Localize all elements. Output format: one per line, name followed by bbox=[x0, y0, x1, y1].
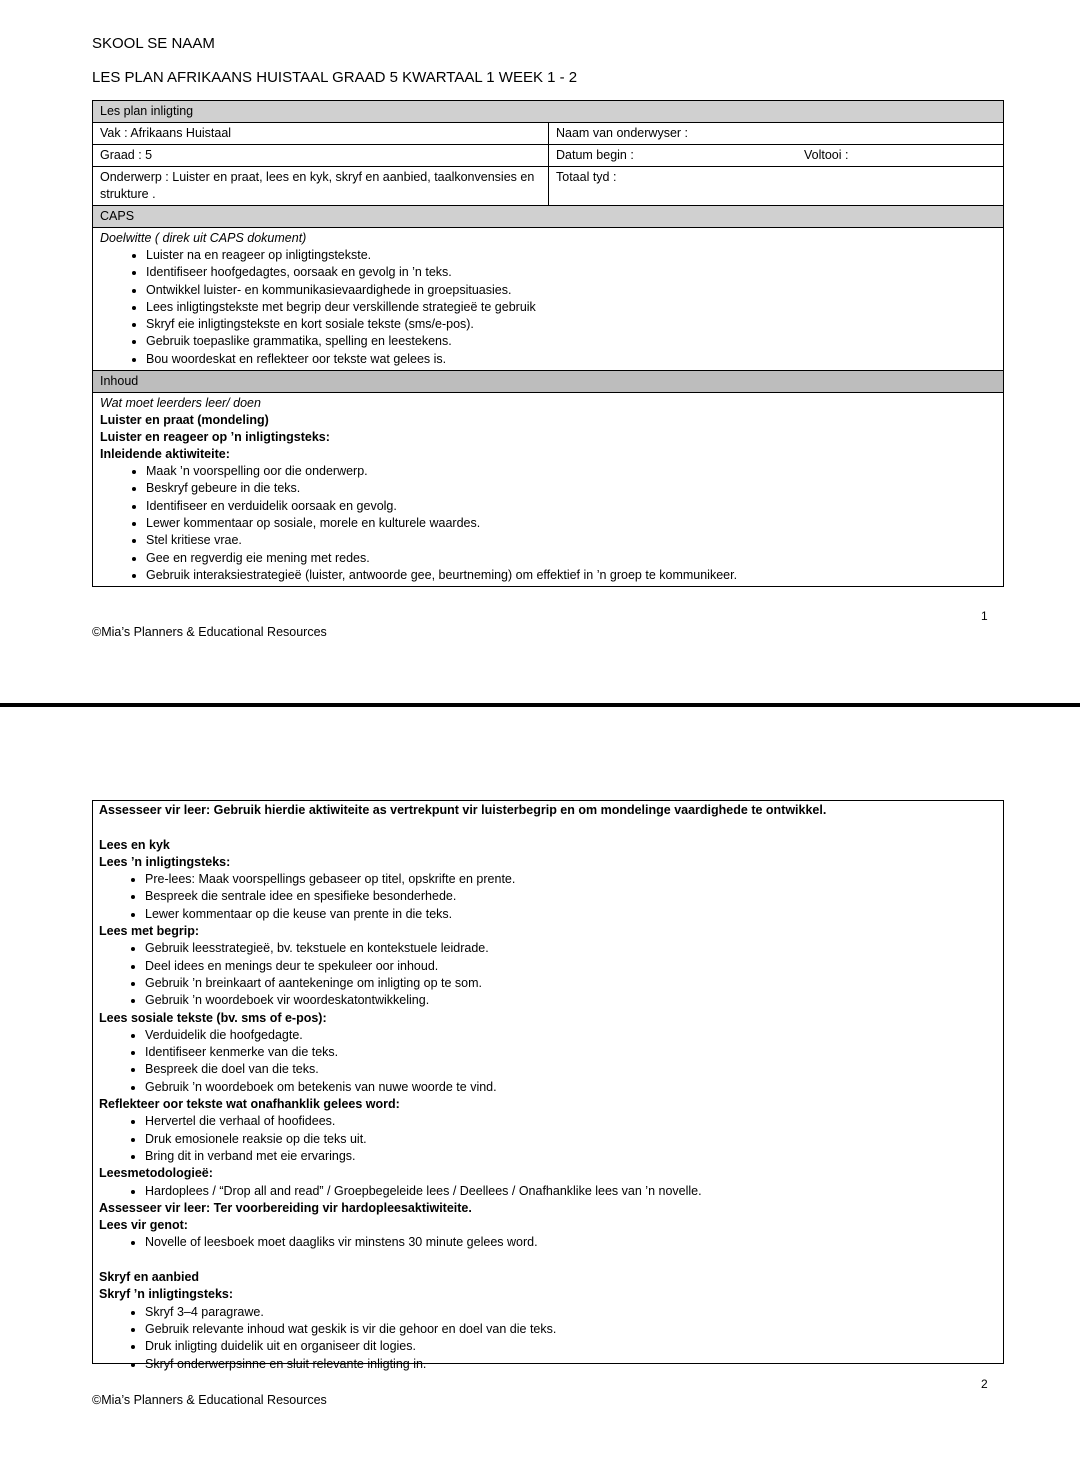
list-item: • Skryf eie inligtingstekste en kort sosiale tekste (sms/e-pos). bbox=[146, 316, 996, 333]
activities-list bbox=[100, 463, 996, 584]
list-item: • Identifiseer en verduidelik oorsaak en gevolg. bbox=[146, 498, 996, 515]
section-heading: Skryf en aanbied bbox=[99, 1270, 200, 1285]
write-info-list bbox=[99, 1304, 997, 1373]
goals-intro: Doelwitte ( direk uit CAPS dokument) bbox=[100, 231, 307, 245]
list-item: • Maak ’n voorspelling oor die onderwerp. bbox=[146, 463, 996, 480]
section-heading: Luister en praat (mondeling) bbox=[100, 413, 269, 428]
list-item: • Ontwikkel luister- en kommunikasievaardighede in groepsituasies. bbox=[146, 282, 996, 299]
list-item: • Skryf 3–4 paragrawe. bbox=[145, 1304, 997, 1321]
list-item: • Skryf onderwerpsinne en sluit relevante inligting in. bbox=[145, 1356, 997, 1373]
list-item: • Lewer kommentaar op die keuse van prente in die teks. bbox=[145, 906, 997, 923]
assessment-note: Assesseer vir leer: Gebruik hierdie aktiwiteite as vertrekpunt vir luisterbegrip en om mondelinge vaardighede te ontwikkel. bbox=[99, 803, 827, 817]
list-item: • Stel kritiese vrae. bbox=[146, 532, 996, 549]
list-item: • Novelle of leesboek moet daagliks vir minstens 30 minute gelees word. bbox=[145, 1234, 997, 1251]
list-item: • Bespreek die doel van die teks. bbox=[145, 1061, 997, 1078]
list-item: • Bespreek die sentrale idee en spesifieke besonderhede. bbox=[145, 888, 997, 905]
section-heading: Lees met begrip: bbox=[99, 924, 200, 939]
page-number: 2 bbox=[981, 1377, 988, 1391]
list-item: • Druk inligting duidelik uit en organiseer dit logies. bbox=[145, 1338, 997, 1355]
section-heading: Lees ’n inligtingsteks: bbox=[99, 854, 231, 869]
caps-header: CAPS bbox=[93, 206, 1004, 228]
reflect-list bbox=[99, 1113, 997, 1165]
content-intro: Wat moet leerders leer/ doen bbox=[100, 396, 261, 411]
goals-cell bbox=[93, 228, 1004, 371]
school-name: SKOOL SE NAAM bbox=[92, 35, 215, 52]
list-item: • Pre-lees: Maak voorspellings gebaseer op titel, opskrifte en prente. bbox=[145, 871, 997, 888]
read-info-list bbox=[99, 871, 997, 923]
list-item: • Gebruik toepaslike grammatika, spelling en leestekens. bbox=[146, 333, 996, 350]
grade-cell: Graad : 5 bbox=[93, 145, 549, 167]
subject-cell: Vak : Afrikaans Huistaal bbox=[93, 123, 549, 145]
list-item: • Beskryf gebeure in die teks. bbox=[146, 480, 996, 497]
goals-list bbox=[100, 247, 996, 368]
pleasure-list bbox=[99, 1234, 997, 1251]
topic-cell: Onderwerp : Luister en praat, lees en kyk, skryf en aanbied, taalkonvensies en strukture . bbox=[93, 167, 549, 206]
comprehension-list bbox=[99, 940, 997, 1009]
date-start-label: Datum begin : bbox=[556, 148, 634, 162]
list-item: • Lees inligtingstekste met begrip deur verskillende strategieë te gebruik bbox=[146, 299, 996, 316]
lesson-plan-table bbox=[92, 100, 1004, 587]
list-item: • Gee en regverdig eie mening met redes. bbox=[146, 550, 996, 567]
footer: ©Mia’s Planners & Educational Resources bbox=[92, 625, 327, 639]
footer: ©Mia’s Planners & Educational Resources bbox=[92, 1393, 327, 1407]
list-item: • Identifiseer hoofgedagtes, oorsaak en gevolg in ’n teks. bbox=[146, 264, 996, 281]
date-cell bbox=[549, 145, 1004, 167]
social-texts-list bbox=[99, 1027, 997, 1096]
section-heading: Luister en reageer op ’n inligtingsteks: bbox=[100, 430, 330, 445]
date-end-label: Voltooi : bbox=[804, 148, 849, 162]
section-heading: Lees vir genot: bbox=[99, 1218, 188, 1233]
list-item: • Gebruik interaksiestrategieë (luister, antwoorde gee, beurtneming) om effektief in ’n groep te kommunikeer. bbox=[146, 567, 996, 584]
lesson-title: LES PLAN AFRIKAANS HUISTAAL GRAAD 5 KWARTAAL 1 WEEK 1 - 2 bbox=[92, 69, 578, 86]
section-heading: Skryf ’n inligtingsteks: bbox=[99, 1287, 234, 1302]
list-item: • Druk emosionele reaksie op die teks uit. bbox=[145, 1131, 997, 1148]
list-item: • Gebruik leesstrategieë, bv. tekstuele en kontekstuele leidrade. bbox=[145, 940, 997, 957]
list-item: • Gebruik ’n woordeboek om betekenis van nuwe woorde te vind. bbox=[145, 1079, 997, 1096]
section-heading: Reflekteer oor tekste wat onafhanklik gelees word: bbox=[99, 1097, 400, 1112]
list-item: • Deel idees en menings deur te spekuleer oor inhoud. bbox=[145, 958, 997, 975]
list-item: • Gebruik ’n breinkaart of aantekeninge om inligting op te som. bbox=[145, 975, 997, 992]
list-item: • Gebruik ’n woordeboek vir woordeskatontwikkeling. bbox=[145, 992, 997, 1009]
page2-content-box bbox=[92, 800, 1004, 1371]
content-cell bbox=[93, 393, 1004, 587]
section-heading: Leesmetodologieë: bbox=[99, 1166, 213, 1181]
section-heading: Lees en kyk bbox=[99, 837, 170, 852]
list-item: • Hardoplees / “Drop all and read” / Groepbegeleide lees / Deellees / Onafhanklike lees van ’n novelle. bbox=[145, 1183, 997, 1200]
list-item: • Identifiseer kenmerke van die teks. bbox=[145, 1044, 997, 1061]
list-item: • Gebruik relevante inhoud wat geskik is vir die gehoor en doel van die teks. bbox=[145, 1321, 997, 1338]
total-time-cell: Totaal tyd : bbox=[549, 167, 1004, 206]
list-item: • Hervertel die verhaal of hoofidees. bbox=[145, 1113, 997, 1130]
content-header: Inhoud bbox=[93, 371, 1004, 393]
section-heading: Lees sosiale tekste (bv. sms of e-pos): bbox=[99, 1010, 327, 1025]
list-item: • Luister na en reageer op inligtingstekste. bbox=[146, 247, 996, 264]
info-header: Les plan inligting bbox=[93, 101, 1004, 123]
teacher-cell: Naam van onderwyser : bbox=[549, 123, 1004, 145]
methods-list bbox=[99, 1183, 997, 1200]
page-separator bbox=[0, 703, 1080, 707]
assessment-note: Assesseer vir leer: Ter voorbereiding vir hardopleesaktiwiteite. bbox=[99, 1200, 472, 1215]
list-item: • Bring dit in verband met eie ervarings. bbox=[145, 1148, 997, 1165]
list-item: • Bou woordeskat en reflekteer oor tekste wat gelees is. bbox=[146, 351, 996, 368]
section-heading: Inleidende aktiwiteite: bbox=[100, 447, 230, 462]
page-number: 1 bbox=[981, 609, 988, 623]
list-item: • Lewer kommentaar op sosiale, morele en kulturele waardes. bbox=[146, 515, 996, 532]
list-item: • Verduidelik die hoofgedagte. bbox=[145, 1027, 997, 1044]
